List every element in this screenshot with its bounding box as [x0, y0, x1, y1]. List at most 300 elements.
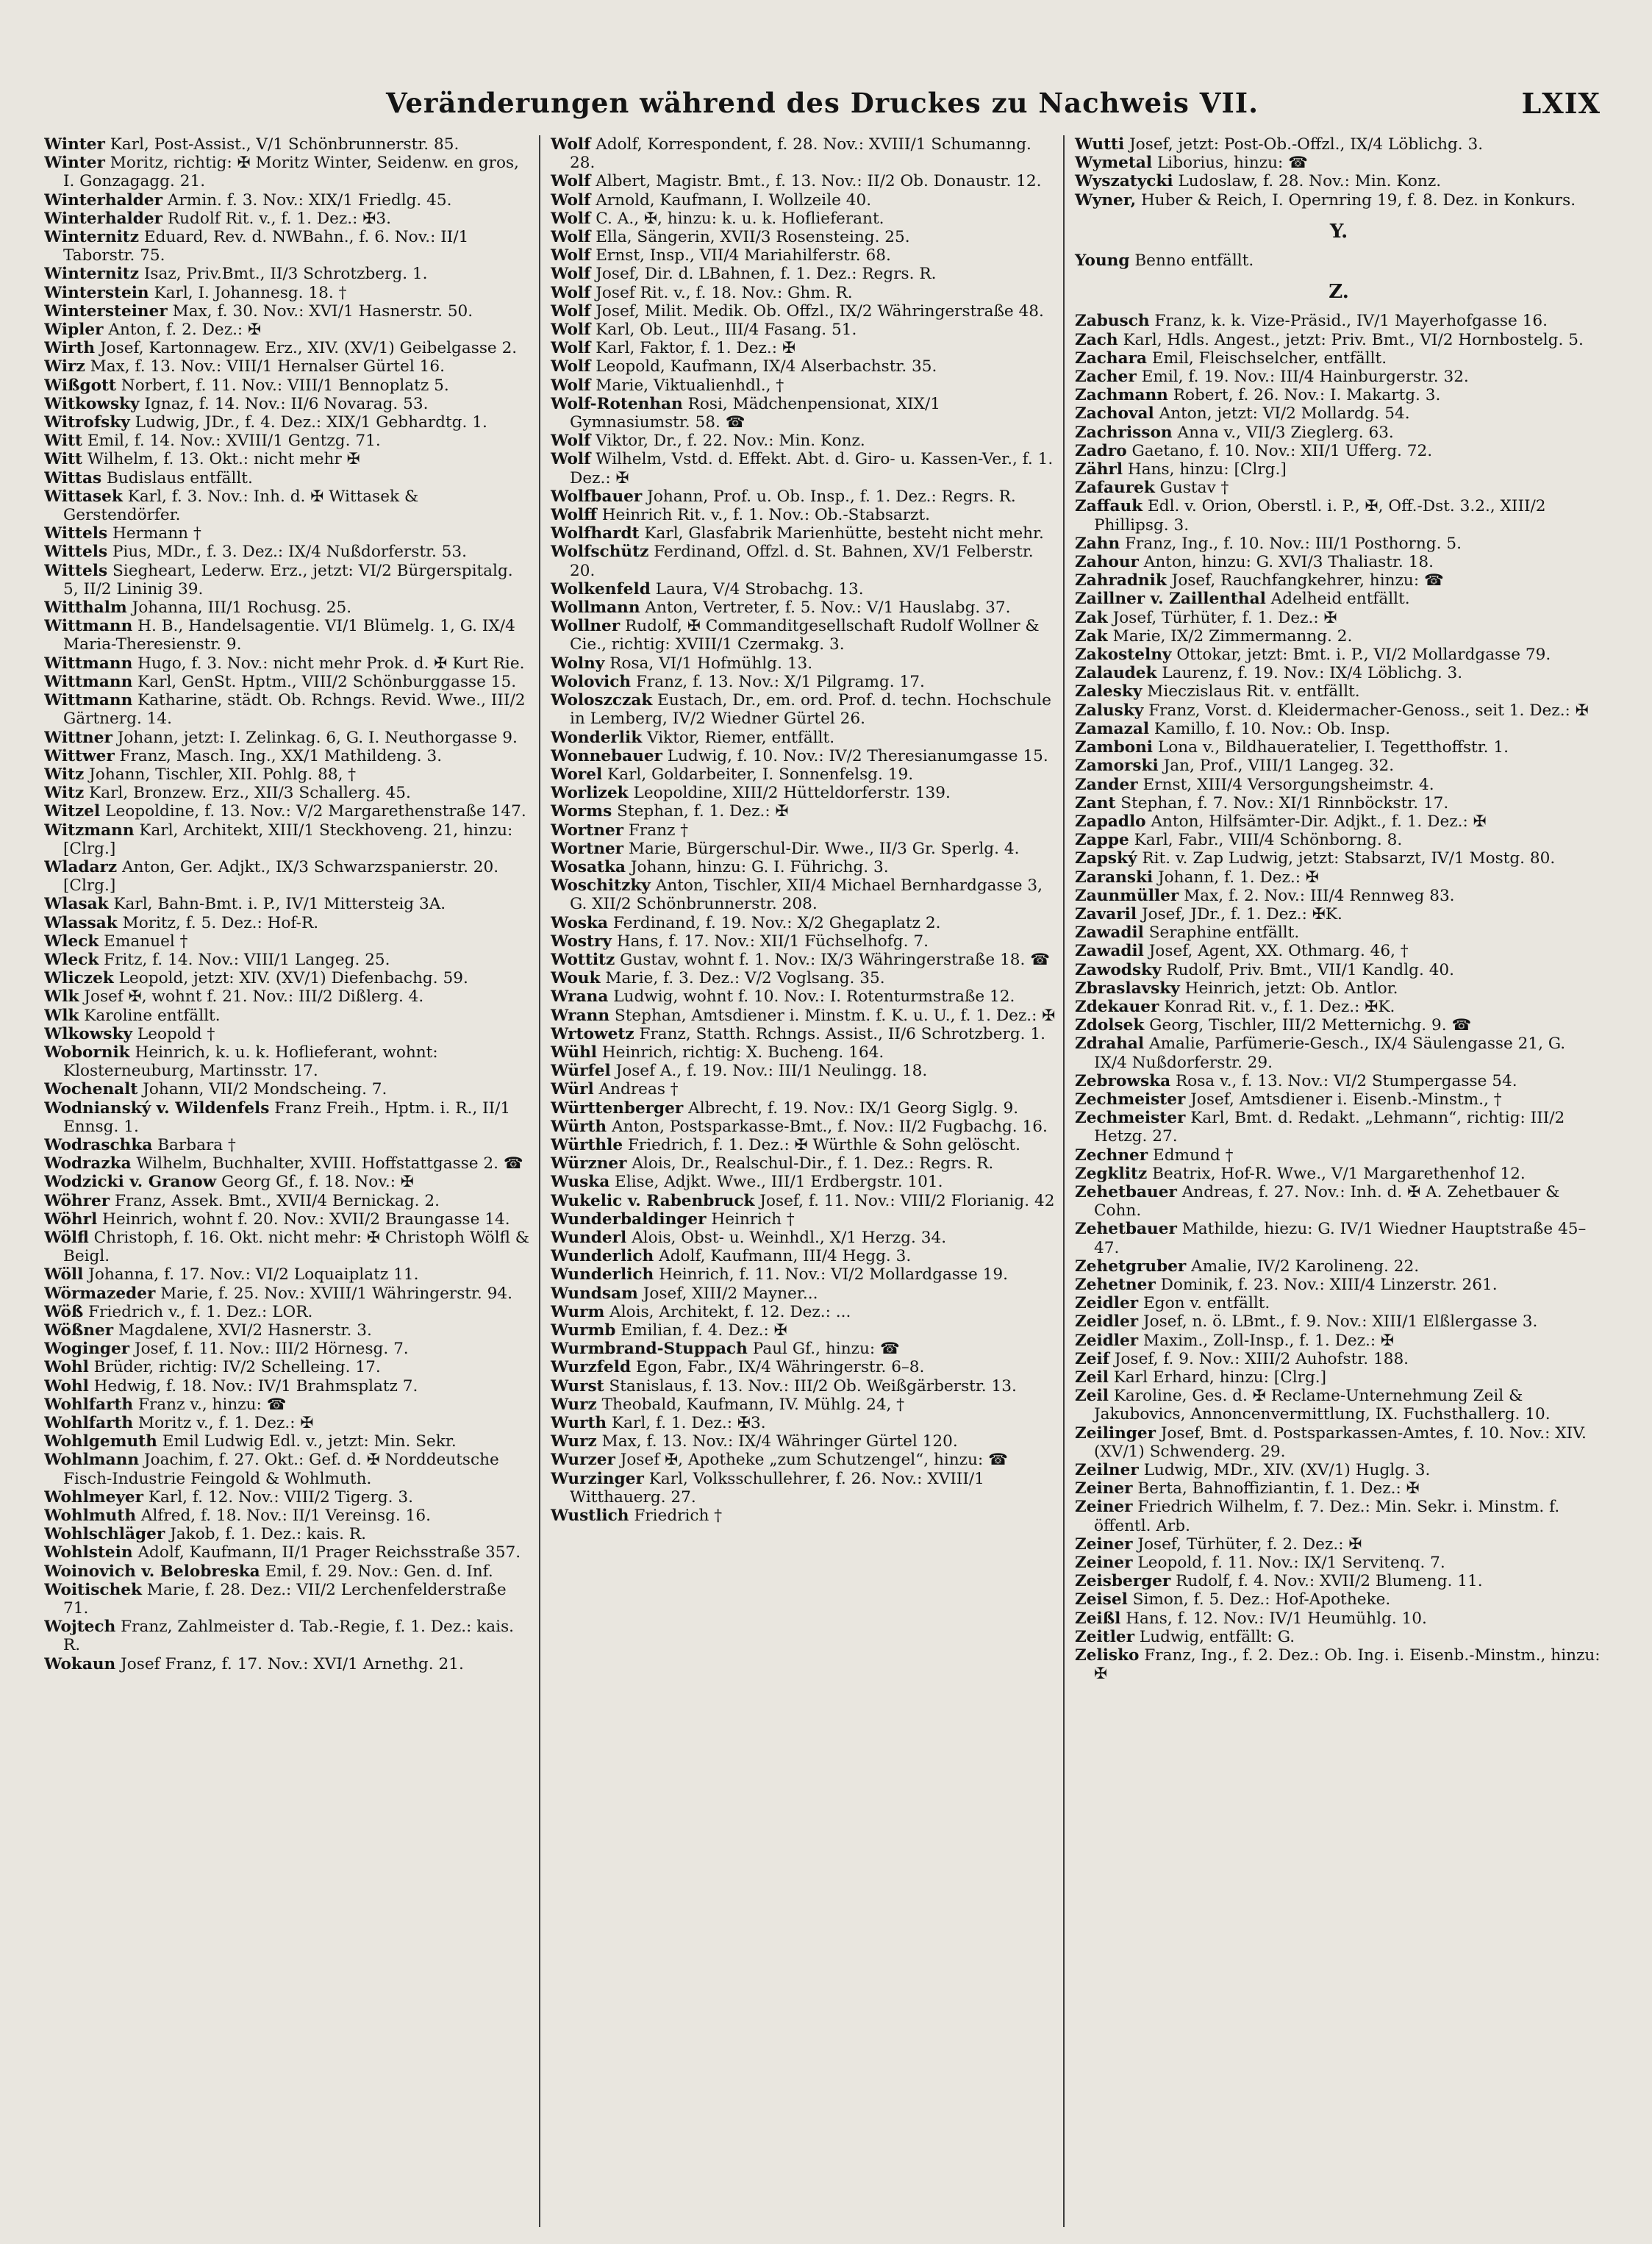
entry-details: Isaz, Priv.Bmt., II/3 Schrotzberg. 1. — [139, 265, 428, 284]
page-title: Veränderungen während des Druckes zu Nachweis VII. — [386, 87, 1259, 119]
directory-entry — [1075, 1220, 1603, 1257]
directory-entry — [1075, 868, 1603, 887]
directory-entry — [551, 135, 1057, 172]
entry-surname: Wolf — [551, 172, 591, 191]
entry-surname: Zdolsek — [1075, 1016, 1145, 1035]
entry-details: Emil, f. 19. Nov.: III/4 Hainburgerstr. 32. — [1136, 368, 1469, 387]
directory-entry — [44, 1543, 533, 1562]
entry-details: Edmund † — [1148, 1146, 1234, 1165]
directory-entry — [44, 1136, 533, 1154]
entry-surname: Wohl — [44, 1376, 89, 1396]
directory-entry — [44, 729, 533, 747]
entry-surname: Wurmbrand-Stuppach — [551, 1340, 748, 1359]
entry-surname: Wrann — [551, 1006, 610, 1025]
entry-details: Franz, Vorst. d. Kleidermacher-Genoss., seit 1. Dez.: ✠ — [1143, 701, 1589, 720]
directory-entry — [1075, 1424, 1603, 1461]
entry-surname: Württenberger — [551, 1098, 684, 1118]
entry-details: Albrecht, f. 19. Nov.: IX/1 Georg Siglg. 9. — [683, 1098, 1019, 1118]
entry-surname: Wurzfeld — [551, 1358, 632, 1377]
entry-details: Jan, Prof., VIII/1 Langeg. 32. — [1158, 757, 1395, 776]
entry-details: Mieczislaus Rit. v. entfällt. — [1142, 682, 1360, 701]
directory-entry — [44, 284, 533, 302]
directory-entry — [44, 210, 533, 228]
entry-details: Franz, Masch. Ing., XX/1 Mathildeng. 3. — [114, 746, 443, 765]
directory-entry — [44, 914, 533, 932]
entry-surname: Zaunmüller — [1075, 886, 1179, 905]
entry-details: Hans, f. 17. Nov.: XII/1 Füchselhofg. 7. — [611, 932, 929, 951]
directory-entry — [44, 1451, 533, 1487]
entry-surname: Wunderbaldinger — [551, 1209, 707, 1229]
entry-surname: Wurth — [551, 1414, 607, 1433]
directory-entry — [1075, 1479, 1603, 1498]
entry-details: Marie, f. 28. Dez.: VII/2 Lerchenfelderstraße 71. — [63, 1580, 507, 1618]
directory-entry — [44, 1173, 533, 1191]
directory-entry — [44, 1099, 533, 1136]
entry-surname: Zeilner — [1075, 1461, 1139, 1480]
directory-entry — [551, 395, 1057, 432]
entry-details: Alois, Dr., Realschul-Dir., f. 1. Dez.: Regrs. R. — [626, 1154, 994, 1173]
entry-details: Seraphine entfällt. — [1143, 923, 1300, 943]
directory-entry — [44, 1377, 533, 1396]
entry-surname: Zawodsky — [1075, 960, 1162, 979]
directory-entry — [1075, 849, 1603, 868]
entry-details: Heinrich, k. u. k. Hoflieferant, wohnt: Klosterneuburg, Martinsstr. 17. — [63, 1043, 438, 1081]
entry-details: Arnold, Kaufmann, I. Wollzeile 40. — [590, 190, 872, 210]
directory-entry — [1075, 1628, 1603, 1646]
directory-entry — [1075, 738, 1603, 757]
entry-surname: Wittas — [44, 468, 102, 487]
entry-surname: Würl — [551, 1080, 594, 1099]
entry-details: Karl, Bmt. d. Redakt. „Lehmann“, richtig: III/2 Hetzg. 27. — [1094, 1109, 1565, 1146]
entry-details: Josef ✠, wohnt f. 21. Nov.: III/2 Dißlerg. 4. — [79, 987, 424, 1007]
entry-surname: Wolf — [551, 376, 591, 395]
entry-surname: Zachara — [1075, 349, 1147, 368]
entry-details: Karl, f. 1. Dez.: ✠3. — [607, 1414, 766, 1433]
entry-surname: Wohl — [44, 1358, 89, 1377]
entry-details: Franz Freih., Hptm. i. R., II/1 Ennsg. 1. — [63, 1098, 511, 1136]
section-heading-y: Y. — [1329, 220, 1348, 243]
entry-details: Hans, f. 12. Nov.: IV/1 Heumühlg. 10. — [1120, 1609, 1427, 1628]
directory-entry — [551, 1043, 1057, 1062]
entry-details: Franz v., hinzu: ☎ — [133, 1395, 287, 1414]
directory-entry — [551, 914, 1057, 932]
entry-details: Amalie, Parfümerie-Gesch., IX/4 Säulengasse 21, G. IX/4 Nußdorferstr. 29. — [1094, 1035, 1566, 1072]
entry-surname: Zant — [1075, 793, 1116, 812]
entry-surname: Zeidler — [1075, 1312, 1139, 1332]
entry-details: Josef, Amtsdiener i. Eisenb.-Minstm., † — [1185, 1090, 1502, 1109]
entry-surname: Wöll — [44, 1265, 84, 1284]
entry-details: Lona v., Bildhaueratelier, I. Tegetthoffstr. 1. — [1153, 738, 1509, 757]
entry-details: Christoph, f. 16. Okt. nicht mehr: ✠ Christoph Wölfl & Beigl. — [63, 1228, 529, 1266]
entry-details: Amalie, IV/2 Karolineng. 22. — [1186, 1257, 1420, 1276]
directory-entry — [1075, 312, 1603, 330]
entry-details: Emil, f. 14. Nov.: XVIII/1 Gentzg. 71. — [82, 432, 381, 451]
entry-surname: Zamboni — [1075, 738, 1154, 757]
entry-surname: Zehetgruber — [1075, 1257, 1187, 1276]
entry-surname: Wleck — [44, 932, 99, 951]
entry-surname: Wolfbauer — [551, 487, 643, 506]
directory-entry — [1075, 251, 1603, 270]
entry-surname: Wirth — [44, 339, 96, 358]
entry-surname: Zelisko — [1075, 1646, 1140, 1665]
entry-details: Armin. f. 3. Nov.: XIX/1 Friedlg. 45. — [162, 190, 452, 210]
directory-entry — [1075, 191, 1603, 210]
entry-details: Josef, Milit. Medik. Ob. Offzl., IX/2 Währingerstraße 48. — [590, 301, 1044, 321]
entry-surname: Winterhalder — [44, 190, 162, 210]
entry-surname: Worms — [551, 802, 612, 821]
entry-surname: Zechner — [1075, 1146, 1148, 1165]
column-3-y-entries — [1075, 251, 1603, 270]
entry-surname: Wittasek — [44, 487, 123, 506]
directory-entry — [1075, 535, 1603, 553]
directory-entry — [1075, 646, 1603, 664]
entry-details: Franz, Zahlmeister d. Tab.-Regie, f. 1. Dez.: kais. R. — [63, 1618, 515, 1655]
directory-entry — [551, 876, 1057, 913]
directory-entry — [1075, 1165, 1603, 1183]
entry-details: Anton, Vertreter, f. 5. Nov.: V/1 Hauslabg. 37. — [640, 598, 1011, 618]
entry-details: Karl, Post-Assist., V/1 Schönbrunnerstr. 85. — [104, 135, 460, 154]
directory-entry — [551, 1303, 1057, 1321]
directory-entry — [551, 1007, 1057, 1025]
entry-details: Karl, GenSt. Hptm., VIII/2 Schönburggasse 15. — [132, 672, 517, 691]
entry-surname: Wolf — [551, 321, 591, 340]
directory-entry — [551, 821, 1057, 840]
entry-details: Ferdinand, Offzl. d. St. Bahnen, XV/1 Felberstr. 20. — [570, 543, 1034, 580]
directory-entry — [551, 765, 1057, 784]
directory-entry — [1075, 776, 1603, 794]
directory-entry — [1075, 961, 1603, 979]
directory-entry — [551, 1210, 1057, 1229]
directory-entry — [1075, 979, 1603, 998]
entry-surname: Wolf-Rotenhan — [551, 394, 683, 413]
directory-entry — [551, 228, 1057, 246]
directory-entry — [1075, 1535, 1603, 1554]
entry-details: Anton, Tischler, XII/4 Michael Bernhardgasse 3, G. XII/2 Schönbrunnerstr. 208. — [570, 876, 1043, 914]
directory-entry — [551, 1229, 1057, 1247]
entry-surname: Woginger — [44, 1340, 130, 1359]
directory-entry — [44, 487, 533, 524]
entry-details: Franz, Ing., f. 10. Nov.: III/1 Posthorng. 5. — [1120, 534, 1462, 553]
directory-entry — [551, 691, 1057, 728]
directory-entry — [1075, 831, 1603, 849]
directory-entry — [1075, 404, 1603, 423]
entry-details: Beatrix, Hof-R. Wwe., V/1 Margarethenhof 12. — [1147, 1164, 1526, 1183]
entry-details: Emilian, f. 4. Dez.: ✠ — [615, 1321, 787, 1340]
entry-surname: Zeif — [1075, 1349, 1109, 1368]
directory-entry — [551, 1432, 1057, 1451]
entry-details: Moritz, f. 5. Dez.: Hof-R. — [117, 913, 319, 932]
directory-entry — [551, 321, 1057, 339]
directory-entry — [44, 858, 533, 895]
directory-entry — [551, 284, 1057, 302]
entry-surname: Zawadil — [1075, 942, 1144, 961]
directory-entry — [1075, 664, 1603, 682]
entry-details: Alois, Architekt, f. 12. Dez.: ... — [604, 1302, 851, 1321]
entry-details: Egon v. entfällt. — [1138, 1294, 1270, 1313]
entry-surname: Wirz — [44, 357, 85, 376]
directory-entry — [551, 1414, 1057, 1432]
entry-details: Karl, Goldarbeiter, I. Sonnenfelsg. 19. — [602, 765, 914, 784]
directory-entry — [1075, 887, 1603, 905]
directory-entry — [551, 673, 1057, 691]
directory-entry — [44, 1396, 533, 1414]
directory-entry — [1075, 553, 1603, 571]
entry-surname: Zawadil — [1075, 923, 1144, 943]
directory-entry — [44, 450, 533, 468]
entry-surname: Wollmann — [551, 598, 640, 618]
directory-entry — [44, 1265, 533, 1284]
entry-surname: Zahn — [1075, 534, 1120, 553]
entry-surname: Witz — [44, 784, 85, 803]
directory-entry — [1075, 1350, 1603, 1368]
directory-entry — [1075, 942, 1603, 960]
entry-surname: Zafaurek — [1075, 479, 1155, 498]
directory-entry — [1075, 590, 1603, 608]
entry-surname: Zamorski — [1075, 757, 1159, 776]
entry-details: Karl, Bahn-Bmt. i. P., IV/1 Mittersteig 3A. — [108, 895, 446, 914]
entry-surname: Zeitler — [1075, 1627, 1134, 1646]
directory-entry — [1075, 627, 1603, 646]
entry-surname: Wolf — [551, 339, 591, 358]
directory-entry — [1075, 172, 1603, 190]
entry-surname: Woschitzky — [551, 876, 651, 896]
directory-entry — [44, 543, 533, 561]
directory-entry — [44, 228, 533, 265]
directory-entry — [1075, 1257, 1603, 1276]
directory-entry — [1075, 1387, 1603, 1423]
directory-entry — [1075, 368, 1603, 386]
entry-details: Heinrich † — [706, 1209, 795, 1229]
entry-details: Max, f. 13. Nov.: IX/4 Währinger Gürtel 120. — [596, 1432, 958, 1451]
directory-entry — [1075, 1072, 1603, 1090]
entry-details: Adolf, Korrespondent, f. 28. Nov.: XVIII/1 Schumanng. 28. — [570, 135, 1031, 173]
entry-details: Robert, f. 26. Nov.: I. Makartg. 3. — [1168, 386, 1441, 405]
entry-surname: Wuska — [551, 1173, 610, 1192]
directory-entry — [44, 969, 533, 987]
entry-details: Josef, f. 9. Nov.: XIII/2 Auhofstr. 188. — [1109, 1349, 1409, 1368]
entry-details: Elise, Adjkt. Wwe., III/1 Erdbergstr. 101. — [609, 1173, 943, 1192]
directory-entry — [551, 450, 1057, 487]
directory-entry — [44, 1432, 533, 1451]
entry-surname: Wyszatycki — [1075, 172, 1173, 191]
directory-entry — [1075, 998, 1603, 1016]
entry-details: Adolf, Kaufmann, III/4 Hegg. 3. — [654, 1247, 912, 1266]
entry-surname: Zdekauer — [1075, 997, 1159, 1016]
entry-surname: Wutti — [1075, 135, 1125, 154]
directory-entry — [551, 951, 1057, 969]
directory-entry — [44, 617, 533, 654]
entry-surname: Wintersteiner — [44, 301, 168, 321]
directory-entry — [1075, 701, 1603, 720]
entry-surname: Zährl — [1075, 460, 1123, 479]
entry-details: Karl, Glasfabrik Marienhütte, besteht nicht mehr. — [639, 524, 1044, 543]
entry-details: Egon, Fabr., IX/4 Währingerstr. 6–8. — [631, 1358, 925, 1377]
entry-surname: Witz — [44, 765, 85, 784]
directory-entry — [551, 1377, 1057, 1396]
directory-entry — [44, 1303, 533, 1321]
entry-details: Leopold † — [132, 1024, 215, 1043]
directory-entry — [44, 1414, 533, 1432]
directory-entry — [551, 1062, 1057, 1080]
entry-surname: Zeil — [1075, 1368, 1109, 1387]
directory-entry — [551, 246, 1057, 265]
directory-entry — [1075, 1016, 1603, 1035]
entry-surname: Zeiner — [1075, 1534, 1133, 1554]
entry-surname: Wolf — [551, 301, 591, 321]
entry-details: Rosa, VI/1 Hofmühlg. 13. — [604, 654, 813, 673]
entry-surname: Wleck — [44, 950, 99, 969]
entry-surname: Wurzer — [551, 1451, 615, 1470]
entry-surname: Zechmeister — [1075, 1109, 1186, 1128]
entry-surname: Wühl — [551, 1043, 597, 1062]
entry-surname: Zabusch — [1075, 312, 1150, 331]
directory-entry — [44, 321, 533, 339]
directory-entry — [1075, 1109, 1603, 1146]
entry-details: Jakob, f. 1. Dez.: kais. R. — [165, 1525, 366, 1544]
entry-details: Fritz, f. 14. Nov.: VIII/1 Langeg. 25. — [99, 950, 390, 969]
entry-surname: Wolf — [551, 357, 591, 376]
entry-surname: Wurz — [551, 1395, 597, 1414]
entry-details: Hedwig, f. 18. Nov.: IV/1 Brahmsplatz 7. — [88, 1376, 418, 1396]
directory-entry — [551, 987, 1057, 1006]
entry-surname: Zachmann — [1075, 386, 1168, 405]
entry-details: Ludoslaw, f. 28. Nov.: Min. Konz. — [1173, 172, 1442, 191]
directory-entry — [551, 858, 1057, 876]
entry-details: Friedrich v., f. 1. Dez.: LOR. — [83, 1302, 313, 1321]
entry-surname: Wolovich — [551, 672, 632, 691]
entry-surname: Zegklitz — [1075, 1164, 1148, 1183]
entry-details: Ferdinand, f. 19. Nov.: X/2 Ghegaplatz 2. — [608, 913, 941, 932]
directory-entry — [551, 840, 1057, 858]
directory-entry — [44, 932, 533, 951]
entry-surname: Wolny — [551, 654, 605, 673]
entry-details: Joachim, f. 27. Okt.: Gef. d. ✠ Norddeutsche Fisch-Industrie Feingold & Wohlmuth. — [63, 1451, 499, 1488]
entry-details: Anton, Hilfsämter-Dir. Adjkt., f. 1. Dez.: ✠ — [1145, 812, 1487, 831]
entry-surname: Zacher — [1075, 368, 1137, 387]
entry-details: Anna v., VII/3 Zieglerg. 63. — [1172, 423, 1394, 442]
entry-surname: Zeisel — [1075, 1590, 1128, 1609]
entry-details: Karoline entfällt. — [79, 1006, 221, 1025]
entry-details: Josef Franz, f. 17. Nov.: XVI/1 Arnethg. 21. — [115, 1654, 464, 1673]
entry-surname: Zechmeister — [1075, 1090, 1186, 1109]
entry-surname: Wolf — [551, 228, 591, 247]
directory-entry — [44, 265, 533, 283]
entry-details: Ernst, Insp., VII/4 Mariahilferstr. 68. — [590, 246, 891, 265]
entry-surname: Würthle — [551, 1135, 623, 1154]
entry-details: Friedrich, f. 1. Dez.: ✠ Würthle & Sohn gelöscht. — [623, 1135, 1020, 1154]
directory-entry — [44, 1192, 533, 1210]
entry-details: Anton, hinzu: G. XVI/3 Thaliastr. 18. — [1138, 553, 1434, 572]
directory-entry — [551, 1507, 1057, 1525]
entry-details: Paul Gf., hinzu: ☎ — [747, 1340, 900, 1359]
entry-details: Maxim., Zoll-Insp., f. 1. Dez.: ✠ — [1138, 1331, 1395, 1350]
entry-surname: Wöhrer — [44, 1191, 110, 1210]
entry-details: Josef, XIII/2 Mayner... — [637, 1284, 818, 1303]
entry-surname: Zaffauk — [1075, 497, 1143, 516]
entry-surname: Worel — [551, 765, 603, 784]
entry-details: Franz, k. k. Vize-Präsid., IV/1 Mayerhofgasse 16. — [1149, 312, 1548, 331]
entry-details: Andreas, f. 27. Nov.: Inh. d. ✠ A. Zehetbauer & Cohn. — [1094, 1182, 1560, 1221]
entry-surname: Wohlgemuth — [44, 1432, 157, 1451]
directory-entry — [551, 1396, 1057, 1414]
directory-entry — [551, 339, 1057, 357]
directory-entry — [551, 747, 1057, 765]
entry-details: Hugo, f. 3. Nov.: nicht mehr Prok. d. ✠ Kurt Rie. — [132, 654, 525, 673]
directory-entry — [1075, 154, 1603, 172]
entry-surname: Zakostelny — [1075, 646, 1172, 665]
entry-details: Adolf, Kaufmann, II/1 Prager Reichsstraße 357. — [132, 1543, 521, 1562]
directory-entry — [44, 339, 533, 357]
directory-entry — [1075, 923, 1603, 942]
entry-details: Leopold, Kaufmann, IX/4 Alserbachstr. 35. — [590, 357, 937, 376]
entry-surname: Zavaril — [1075, 904, 1137, 923]
directory-entry — [44, 951, 533, 969]
directory-entry — [551, 580, 1057, 598]
entry-surname: Zachrisson — [1075, 423, 1173, 442]
directory-entry — [551, 932, 1057, 951]
entry-details: Berta, Bahnoffiziantin, f. 1. Dez.: ✠ — [1132, 1479, 1420, 1498]
entry-details: Marie, f. 3. Dez.: V/2 Voglsang. 35. — [600, 969, 885, 988]
directory-entry — [1075, 1090, 1603, 1109]
directory-entry — [1075, 479, 1603, 497]
entry-surname: Wolf — [551, 190, 591, 210]
entry-details: Konrad Rit. v., f. 1. Dez.: ✠K. — [1159, 997, 1395, 1016]
entry-surname: Wolf — [551, 246, 591, 265]
entry-details: Johann, Prof. u. Ob. Insp., f. 1. Dez.: Regrs. R. — [642, 487, 1016, 506]
entry-details: Moritz, richtig: ✠ Moritz Winter, Seidenw. en gros, I. Gonzagagg. 21. — [63, 154, 519, 191]
entry-surname: Wrana — [551, 987, 609, 1007]
directory-entry — [1075, 1276, 1603, 1294]
directory-entry — [44, 395, 533, 413]
entry-details: Johann, hinzu: G. I. Führichg. 3. — [625, 857, 889, 876]
entry-surname: Wittels — [44, 561, 108, 580]
entry-details: Karl, I. Johannesg. 18. † — [149, 283, 347, 302]
entry-details: Franz, f. 13. Nov.: X/1 Pilgramg. 17. — [631, 672, 925, 691]
entry-surname: Zeilinger — [1075, 1423, 1156, 1443]
directory-entry — [1075, 720, 1603, 738]
entry-surname: Witthalm — [44, 598, 127, 618]
entry-surname: Zaillner v. Zaillenthal — [1075, 590, 1266, 609]
entry-details: Huber & Reich, I. Opernring 19, f. 8. Dez. in Konkurs. — [1136, 190, 1576, 210]
entry-details: Anton, Postsparkasse-Bmt., f. Nov.: II/2 Fugbachg. 16. — [607, 1117, 1048, 1136]
entry-surname: Zebrowska — [1075, 1071, 1171, 1090]
entry-surname: Wißgott — [44, 376, 116, 395]
entry-surname: Würfel — [551, 1062, 611, 1081]
directory-entry — [551, 1099, 1057, 1118]
entry-surname: Wohlmeyer — [44, 1487, 144, 1507]
entry-details: Georg, Tischler, III/2 Metternichg. 9. ☎ — [1144, 1016, 1472, 1035]
entry-details: Franz † — [623, 821, 689, 840]
entry-surname: Wodrazka — [44, 1154, 132, 1173]
directory-entry — [551, 1025, 1057, 1043]
entry-details: Karl, f. 3. Nov.: Inh. d. ✠ Wittasek & Gerstendörfer. — [63, 487, 419, 525]
entry-details: Josef, JDr., f. 1. Dez.: ✠K. — [1137, 904, 1342, 923]
directory-entry — [44, 802, 533, 821]
entry-surname: Wolff — [551, 506, 597, 525]
directory-entry — [1075, 331, 1603, 349]
entry-details: Leopold, f. 11. Nov.: IX/1 Servitenq. 7. — [1132, 1554, 1445, 1573]
entry-details: Josef, jetzt: Post-Ob.-Offzl., IX/4 Löblichg. 3. — [1124, 135, 1484, 154]
entry-surname: Zeißl — [1075, 1609, 1121, 1628]
directory-entry — [44, 432, 533, 450]
entry-surname: Wolf — [551, 283, 591, 302]
entry-surname: Wundsam — [551, 1284, 638, 1303]
entry-surname: Wittmann — [44, 672, 133, 691]
entry-details: Rosi, Mädchenpensionat, XIX/1 Gymnasiumstr. 58. ☎ — [570, 394, 941, 432]
directory-entry — [551, 1080, 1057, 1098]
entry-surname: Zeiner — [1075, 1479, 1133, 1498]
entry-details: Max, f. 30. Nov.: XVI/1 Hasnerstr. 50. — [167, 301, 473, 321]
